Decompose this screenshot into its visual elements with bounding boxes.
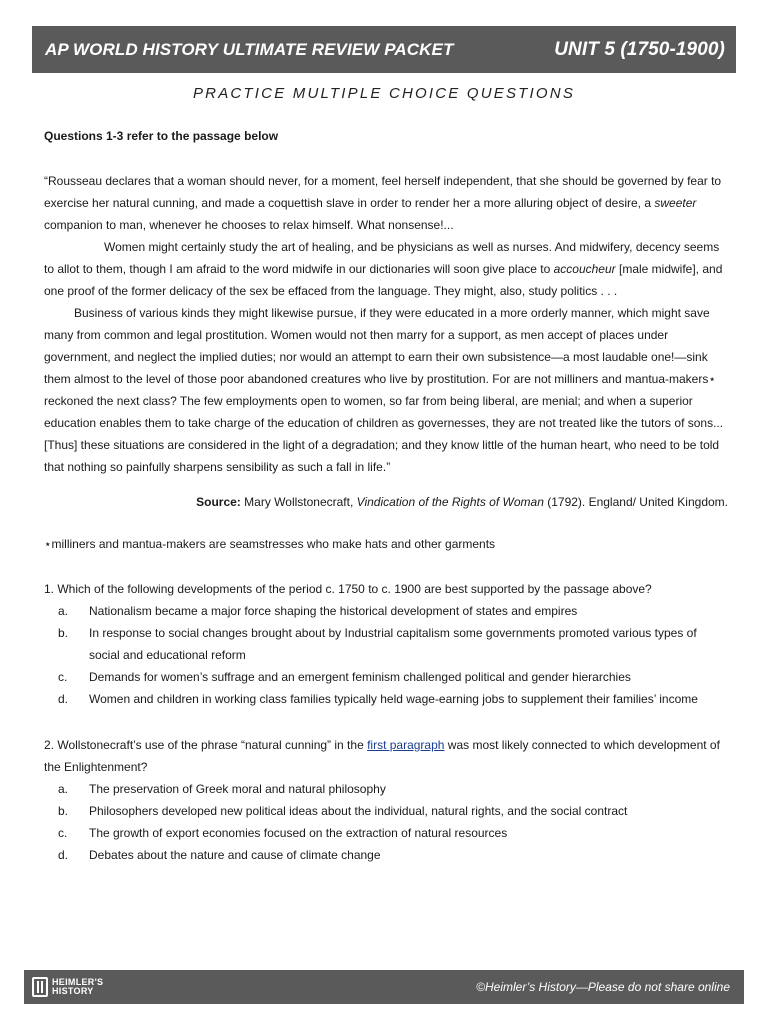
first-paragraph-link[interactable]: first paragraph (367, 738, 445, 752)
option-text: Philosophers developed new political ideas about the individual, natural rights, and the social contract (89, 804, 628, 818)
passage-text: [male midwife], and one proof of the former delicacy of the sex be effaced from the language. They might, also, study politics . . . (44, 262, 723, 298)
question-1 (44, 578, 728, 710)
logo-line-2: HISTORY (52, 986, 94, 996)
source-date-place: (1792). England/ United Kingdom. (547, 495, 728, 509)
passage-paragraph-3: Business of various kinds they might likewise pursue, if they were educated in a more orderly manner, which might save many from common and legal prostitution. Women would not then marry for a support, as men accept of places under government, and neglect the implied duties; nor would an attempt to earn their own subsistence—a most laudable one!—sink them almost to the level of those poor abandoned creatures who live by prostitution. For are not milliners and mantua-makers⋆ reckoned the next class? The few employments open to women, so far from being liberal, are menial; and when a superior education enables them to take charge of the education of children as governesses, they are not treated like the tutors of sons... [Thus] these situations are considered in the light of a degradation; and they know little of the human heart, who need to be told that nothing so painfully sharpens sensibility as such a fall in life.” (44, 306, 724, 474)
option-text: The growth of export economies focused on the extraction of natural resources (89, 826, 508, 840)
option-text: Debates about the nature and cause of climate change (89, 848, 381, 862)
page-subtitle: PRACTICE MULTIPLE CHOICE QUESTIONS (192, 85, 576, 102)
question-stem (44, 734, 728, 778)
packet-title: AP WORLD HISTORY ULTIMATE REVIEW PACKET (45, 39, 454, 59)
passage-text: Women might certainly study the art of healing, and be physicians as well as nurses. And midwifery, decency seems to allot to them, though I am afraid to the word midwife in our dictionaries will soon give place to (44, 240, 720, 276)
stem-text: was most likely connected to which development of the Enlightenment? (44, 738, 720, 774)
questions-intro: Questions 1-3 refer to the passage below (44, 129, 279, 143)
copyright-notice: ©Heimler’s History—Please do not share online (476, 980, 730, 994)
answer-options (44, 778, 728, 866)
option-letter: a. (58, 604, 69, 618)
option-text: Demands for women’s suffrage and an emergent feminism challenged political and gender hierarchies (89, 670, 631, 684)
answer-option[interactable] (44, 844, 728, 866)
answer-option[interactable] (44, 666, 728, 688)
passage-text: “Rousseau declares that a woman should never, for a moment, feel herself independent, that she should be governed by fear to exercise her natural cunning, and made a coquettish slave in order to render her a more alluring object of desire, a (44, 174, 722, 210)
option-letter: a. (58, 782, 69, 796)
content (44, 126, 728, 866)
passage-paragraph-1 (44, 170, 728, 236)
answer-option[interactable] (44, 600, 728, 622)
passage (44, 170, 728, 478)
question-stem: 1. Which of the following developments of the period c. 1750 to c. 1900 are best supported by the passage above? (44, 582, 652, 596)
stem-text: 2. Wollstonecraft’s use of the phrase “natural cunning” in the (44, 738, 368, 752)
source-author: Mary Wollstonecraft, (244, 495, 354, 509)
option-text: The preservation of Greek moral and natural philosophy (89, 782, 386, 796)
answer-options (44, 600, 728, 710)
passage-paragraph-2 (44, 236, 728, 302)
option-letter: d. (58, 692, 69, 706)
question-2 (44, 734, 728, 866)
source-citation (44, 492, 728, 512)
option-letter: d. (58, 848, 69, 862)
option-text: Women and children in working class families typically held wage-earning jobs to supplement their families’ income (89, 692, 698, 706)
answer-option[interactable] (44, 622, 728, 666)
heimlers-history-logo (32, 977, 103, 997)
footnote: ⋆milliners and mantua-makers are seamstresses who make hats and other garments (44, 537, 496, 551)
option-letter: c. (58, 670, 68, 684)
passage-emphasis: sweeter (654, 196, 697, 210)
header-bar (32, 26, 736, 73)
logo-text (52, 978, 103, 996)
passage-emphasis: accoucheur (553, 262, 616, 276)
answer-option[interactable] (44, 822, 728, 844)
source-work: Vindication of the Rights of Woman (356, 495, 544, 509)
option-letter: b. (58, 626, 69, 640)
answer-option[interactable] (44, 800, 728, 822)
option-text: Nationalism became a major force shaping the historical development of states and empires (89, 604, 578, 618)
source-label: Source: (196, 495, 241, 509)
option-text: In response to social changes brought about by Industrial capitalism some governments promoted various types of social and educational reform (89, 626, 697, 662)
passage-text: companion to man, whenever he chooses to relax himself. What nonsense!... (44, 218, 454, 232)
answer-option[interactable] (44, 688, 728, 710)
footer-bar (24, 970, 744, 1004)
option-letter: b. (58, 804, 69, 818)
logo-mark-icon (32, 977, 48, 997)
unit-label: UNIT 5 (1750-1900) (554, 38, 725, 60)
logo-line-1: HEIMLER'S (52, 977, 104, 987)
answer-option[interactable] (44, 778, 728, 800)
option-letter: c. (58, 826, 68, 840)
